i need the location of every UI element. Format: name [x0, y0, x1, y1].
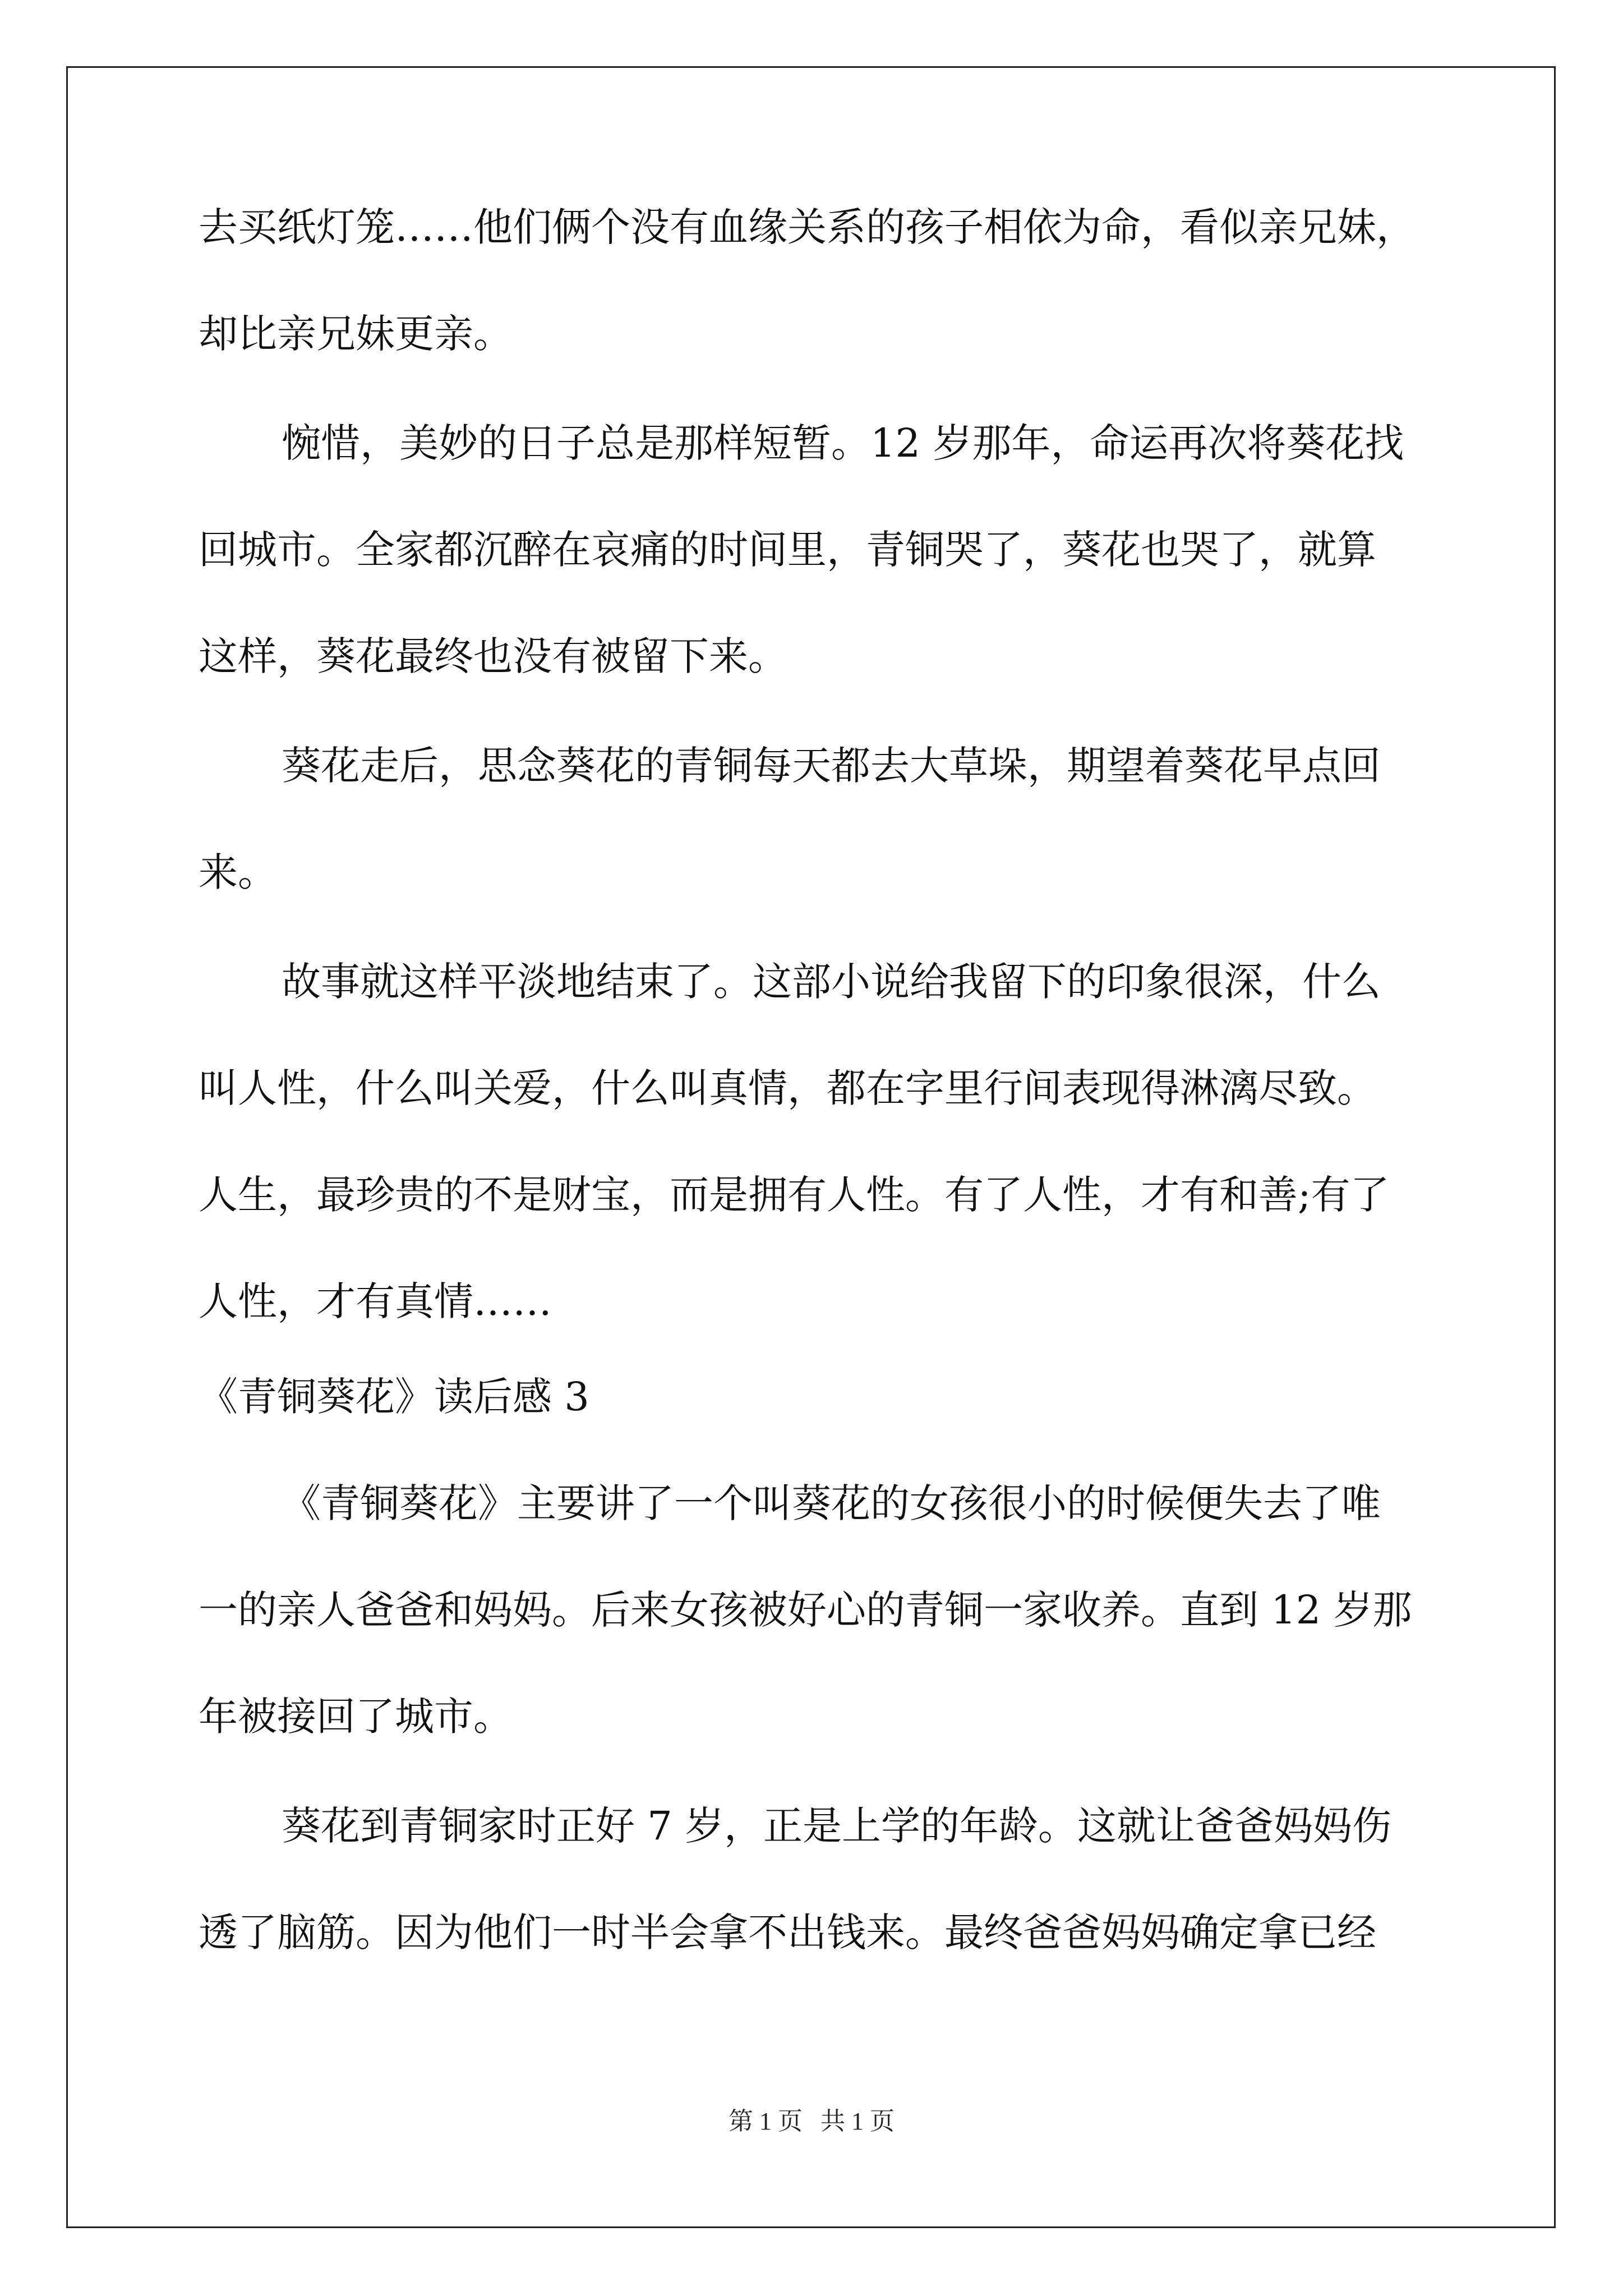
page-border — [66, 66, 1556, 2228]
text-line: 回城市。全家都沉醉在哀痛的时间里，青铜哭了，葵花也哭了，就算 — [199, 527, 1376, 573]
text-line: 透了脑筋。因为他们一时半会拿不出钱来。最终爸爸妈妈确定拿已经 — [199, 1910, 1376, 1955]
text-line: 年被接回了城市。 — [199, 1694, 513, 1740]
paragraph-first-line: 惋惜，美妙的日子总是那样短暂。12 岁那年，命运再次将葵花找 — [282, 420, 1404, 466]
text-line: 却比亲兄妹更亲。 — [199, 311, 513, 357]
text-line: 叫人性，什么叫关爱，什么叫真情，都在字里行间表现得淋漓尽致。 — [199, 1065, 1376, 1111]
page-total: 共 1 页 — [820, 2108, 895, 2135]
page-number: 第 1 页 — [728, 2108, 803, 2135]
text-line: 去买纸灯笼……他们俩个没有血缘关系的孩子相依为命，看似亲兄妹， — [199, 204, 1415, 250]
text-line: 一的亲人爸爸和妈妈。后来女孩被好心的青铜一家收养。直到 12 岁那 — [199, 1587, 1412, 1633]
text-line: 人生，最珍贵的不是财宝，而是拥有人性。有了人性，才有和善;有了 — [199, 1172, 1390, 1218]
page-footer — [0, 2101, 1623, 2137]
paragraph-first-line: 葵花走后，思念葵花的青铜每天都去大草垛，期望着葵花早点回 — [282, 743, 1381, 789]
paragraph-first-line: 葵花到青铜家时正好 7 岁，正是上学的年龄。这就让爸爸妈妈伤 — [282, 1803, 1392, 1849]
text-line: 人性，才有真情…… — [199, 1278, 552, 1324]
text-line: 来。 — [199, 849, 277, 895]
text-line: 这样，葵花最终也没有被留下来。 — [199, 633, 787, 679]
paragraph-first-line: 故事就这样平淡地结束了。这部小说给我留下的印象很深，什么 — [282, 959, 1381, 1005]
section-heading: 《青铜葵花》读后感 3 — [199, 1374, 589, 1420]
paragraph-first-line: 《青铜葵花》主要讲了一个叫葵花的女孩很小的时候便失去了唯 — [282, 1480, 1381, 1526]
